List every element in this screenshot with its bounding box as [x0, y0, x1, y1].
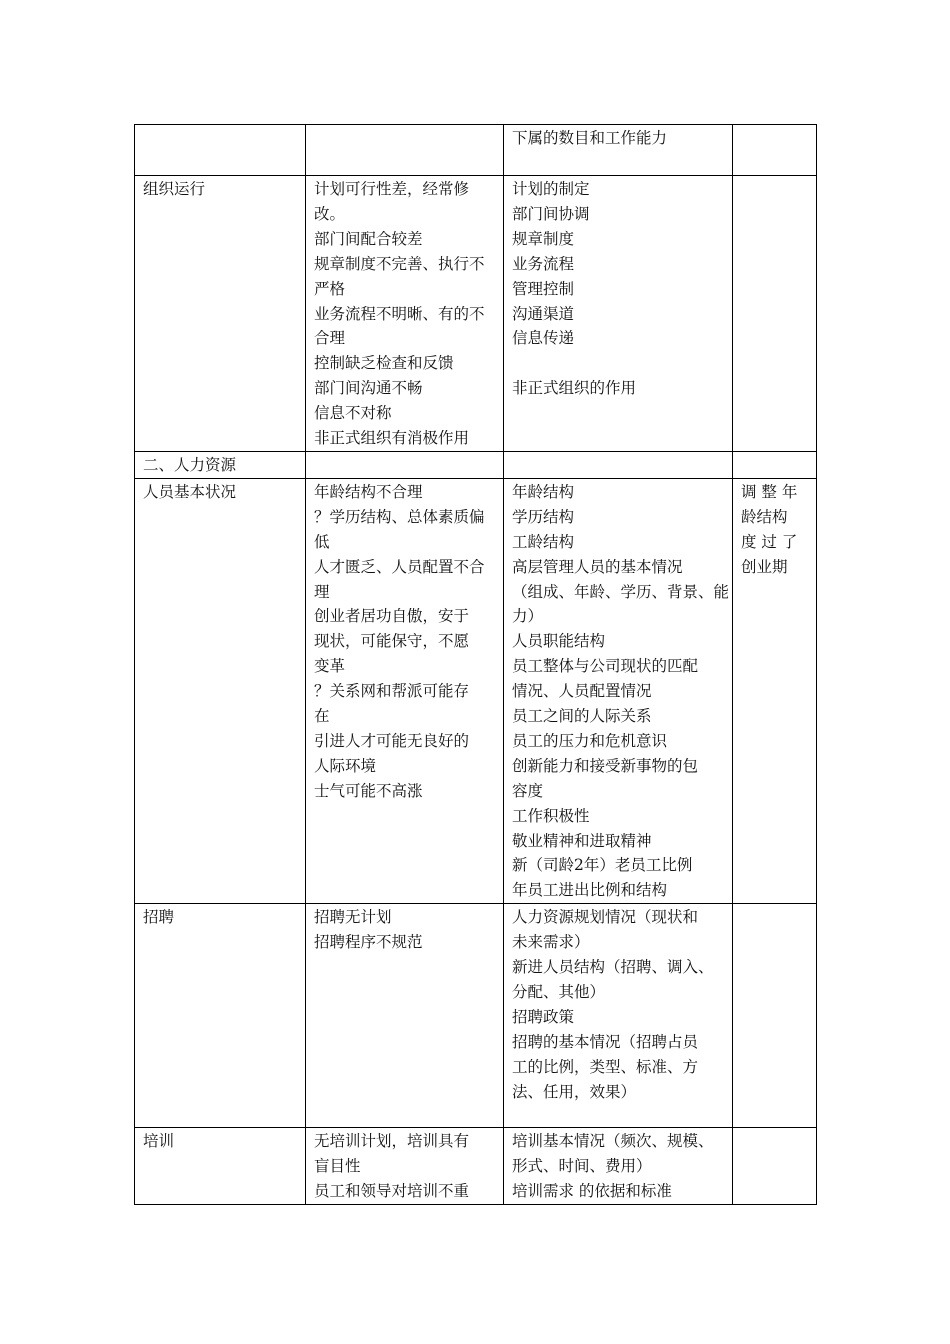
cell-notes: [733, 478, 817, 903]
text-line: 信息传递: [512, 329, 575, 348]
text-line: 容度: [512, 781, 544, 800]
text-line: 招聘程序不规范: [314, 933, 423, 952]
cell-survey-items: [504, 125, 733, 176]
table-row: [135, 125, 817, 176]
text-line: 创新能力和接受新事物的包: [512, 756, 699, 775]
text-line: 新进人员结构（招聘、调入、: [512, 958, 714, 977]
text-line: 人力资源规划情况（现状和: [512, 908, 699, 927]
cell-survey-items: [504, 176, 733, 452]
text-line: 招聘的基本情况（招聘占员: [512, 1032, 699, 1051]
cell-category: [135, 125, 306, 176]
category-label: 培训: [143, 1132, 175, 1151]
text-line: ？学历结构、总体素质偏: [314, 507, 485, 526]
text-line: 部门间协调: [512, 204, 590, 223]
text-line: 年员工进出比例和结构: [512, 881, 668, 900]
text-line: 敬业精神和进取精神: [512, 831, 652, 850]
text-line: 计划的制定: [512, 180, 590, 198]
text-line: 沟通渠道: [512, 304, 575, 323]
text-line: 学历结构: [512, 507, 575, 526]
table-row: [135, 1128, 817, 1205]
text-line: ？关系网和帮派可能存: [314, 682, 470, 701]
text-line: 非正式组织的作用: [512, 379, 637, 398]
text-line: 法、任用，效果）: [512, 1082, 637, 1101]
text-line: 变革: [314, 657, 346, 676]
cell-problems: [306, 125, 504, 176]
text-line: 理: [314, 582, 330, 601]
text-line: 低: [314, 532, 330, 551]
cell-notes: [733, 1128, 817, 1205]
text-line: 改。: [314, 204, 346, 223]
text-line: 力）: [512, 607, 544, 626]
section-heading: 二、人力资源: [143, 455, 237, 474]
cell-notes: [733, 125, 817, 176]
cell-problems: [306, 1128, 504, 1205]
text-line: 引进人才可能无良好的: [314, 731, 470, 750]
text-line: 业务流程不明晰、有的不: [314, 304, 485, 323]
cell-survey-items: [504, 1128, 733, 1205]
text-line: 信息不对称: [314, 404, 392, 423]
text-line: 工作积极性: [512, 806, 590, 825]
cell-problems: [306, 904, 504, 1128]
text-line: 士气可能不高涨: [314, 781, 423, 800]
text-line: 人才匮乏、人员配置不合: [314, 557, 485, 576]
content-table: [134, 124, 817, 1205]
text-line: 规章制度不完善、执行不: [314, 254, 485, 273]
text-line: 非正式组织有消极作用: [314, 429, 470, 448]
category-label: 人员基本状况: [143, 482, 237, 501]
cell-survey-items: [504, 904, 733, 1128]
cell-category: [135, 478, 306, 903]
cell-survey-items: [504, 478, 733, 903]
text-line: 招聘政策: [512, 1007, 575, 1026]
cell-notes: [733, 904, 817, 1128]
table-row: [135, 176, 817, 452]
cell-problems: [306, 176, 504, 452]
text-line: 龄结构: [741, 507, 788, 526]
cell-section-heading: [135, 451, 306, 478]
cell-problems: [306, 451, 504, 478]
text-line: 部门间配合较差: [314, 229, 423, 248]
cell-notes: [733, 451, 817, 478]
table-row: [135, 478, 817, 903]
text-line: 工的比例，类型、标准、方: [512, 1057, 699, 1076]
text-line: 员工的压力和危机意识: [512, 731, 668, 750]
text-line: 工龄结构: [512, 532, 575, 551]
text-line: 度 过 了: [741, 532, 798, 551]
text-line: 分配、其他）: [512, 983, 606, 1001]
cell-category: [135, 1128, 306, 1205]
text-line: 计划可行性差，经常修: [314, 180, 470, 198]
category-label: 组织运行: [143, 180, 206, 198]
text-line: 年龄结构不合理: [314, 482, 423, 501]
cell-category: [135, 176, 306, 452]
cell-notes: [733, 176, 817, 452]
text-line: 情况、人员配置情况: [512, 682, 652, 701]
text-line: 人际环境: [314, 756, 377, 775]
cell-survey-items: [504, 451, 733, 478]
text-line: 调 整 年: [741, 482, 798, 501]
table-row: [135, 904, 817, 1128]
text-line: 创业者居功自傲，安于: [314, 607, 470, 626]
text-line: 创业期: [741, 557, 788, 576]
text-line: 业务流程: [512, 254, 575, 273]
text-line: 下属的数目和工作能力: [512, 129, 668, 147]
text-line: 新（司龄2年）老员工比例: [512, 856, 693, 875]
text-line: 未来需求）: [512, 933, 590, 952]
text-line: 培训需求 的依据和标准: [512, 1182, 672, 1201]
text-line: （组成、年龄、学历、背景、能: [512, 582, 730, 601]
cell-problems: [306, 478, 504, 903]
text-line: 招聘无计划: [314, 908, 392, 927]
text-line: 员工整体与公司现状的匹配: [512, 657, 699, 676]
text-line: 在: [314, 707, 330, 726]
text-line: 盲目性: [314, 1157, 361, 1176]
text-line: 合理: [314, 329, 346, 348]
text-line: 形式、时间、费用）: [512, 1157, 652, 1176]
category-label: 招聘: [143, 908, 175, 927]
text-line: 高层管理人员的基本情况: [512, 557, 683, 576]
text-line: 管理控制: [512, 279, 575, 298]
text-line: 培训基本情况（频次、规模、: [512, 1132, 714, 1151]
text-line: 无培训计划，培训具有: [314, 1132, 470, 1151]
text-line: 人员职能结构: [512, 632, 606, 651]
blank-line: [512, 351, 724, 376]
text-line: 年龄结构: [512, 482, 575, 501]
text-line: 员工之间的人际关系: [512, 707, 652, 726]
text-line: 规章制度: [512, 229, 575, 248]
text-line: 部门间沟通不畅: [314, 379, 423, 398]
text-line: 员工和领导对培训不重: [314, 1182, 470, 1201]
text-line: 严格: [314, 279, 346, 298]
cell-category: [135, 904, 306, 1128]
text-line: 控制缺乏检查和反馈: [314, 354, 454, 373]
table-row: [135, 451, 817, 478]
text-line: 现状，可能保守，不愿: [314, 632, 470, 651]
